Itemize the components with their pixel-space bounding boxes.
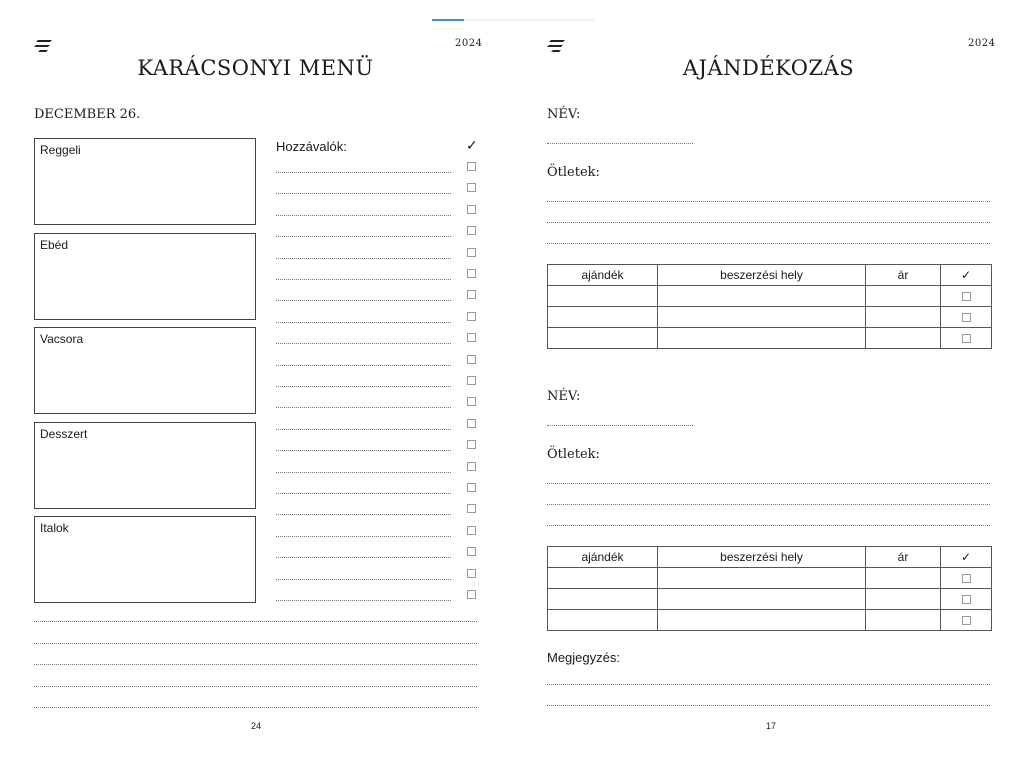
column-header-price: ár xyxy=(866,547,941,568)
ingredient-checkbox[interactable] xyxy=(467,547,476,556)
place-cell[interactable] xyxy=(658,568,866,589)
ingredient-line[interactable] xyxy=(276,407,451,408)
ingredient-line[interactable] xyxy=(276,322,451,323)
column-header-check: ✓ xyxy=(941,547,992,568)
table-row xyxy=(548,307,992,328)
notes-line[interactable] xyxy=(34,621,477,622)
ingredient-line[interactable] xyxy=(276,193,451,194)
ideas-line[interactable] xyxy=(547,525,990,526)
notes-line[interactable] xyxy=(34,643,477,644)
ingredient-line[interactable] xyxy=(276,472,451,473)
price-cell[interactable] xyxy=(866,286,941,307)
ingredient-checkbox[interactable] xyxy=(467,397,476,406)
date-heading: DECEMBER 26. xyxy=(34,107,141,122)
ingredient-checkbox[interactable] xyxy=(467,226,476,235)
notes-line[interactable] xyxy=(34,707,477,708)
price-cell[interactable] xyxy=(866,568,941,589)
notes-line[interactable] xyxy=(547,684,990,685)
page-number: 17 xyxy=(766,721,777,731)
ingredient-checkbox[interactable] xyxy=(467,569,476,578)
ingredient-line[interactable] xyxy=(276,536,451,537)
meal-box[interactable] xyxy=(34,516,256,603)
notes-line[interactable] xyxy=(34,664,477,665)
gift-cell[interactable] xyxy=(548,328,658,349)
check-header-icon: ✓ xyxy=(466,137,478,153)
price-cell[interactable] xyxy=(866,328,941,349)
table-row xyxy=(548,589,992,610)
ideas-line[interactable] xyxy=(547,243,990,244)
checkbox[interactable] xyxy=(962,292,971,301)
meal-label: Desszert xyxy=(40,426,88,441)
gift-table xyxy=(547,264,992,349)
check-cell xyxy=(941,610,992,631)
year-label: 2024 xyxy=(455,38,483,49)
ingredient-checkbox[interactable] xyxy=(467,312,476,321)
ingredient-checkbox[interactable] xyxy=(467,355,476,364)
checkbox[interactable] xyxy=(962,334,971,343)
ingredient-checkbox[interactable] xyxy=(467,483,476,492)
ingredient-checkbox[interactable] xyxy=(467,376,476,385)
ingredient-checkbox[interactable] xyxy=(467,248,476,257)
brand-logo-icon xyxy=(547,39,567,53)
gift-cell[interactable] xyxy=(548,286,658,307)
ingredient-checkbox[interactable] xyxy=(467,183,476,192)
place-cell[interactable] xyxy=(658,610,866,631)
meal-label: Ebéd xyxy=(40,237,69,252)
check-cell xyxy=(941,307,992,328)
column-header-place: beszerzési hely xyxy=(658,547,866,568)
meal-label: Italok xyxy=(40,521,69,535)
ingredient-line[interactable] xyxy=(276,600,451,601)
ingredient-checkbox[interactable] xyxy=(467,440,476,449)
meal-box[interactable] xyxy=(34,327,256,414)
price-cell[interactable] xyxy=(866,589,941,610)
table-row xyxy=(548,286,992,307)
scroll-progress-fill xyxy=(432,19,464,21)
price-cell[interactable] xyxy=(866,307,941,328)
check-cell xyxy=(941,286,992,307)
ingredient-line[interactable] xyxy=(276,279,451,280)
ingredient-line[interactable] xyxy=(276,300,451,301)
ingredient-line[interactable] xyxy=(276,172,451,173)
place-cell[interactable] xyxy=(658,589,866,610)
ingredients-label: Hozzávalók: xyxy=(276,139,347,154)
ingredient-checkbox[interactable] xyxy=(467,462,476,471)
ingredient-line[interactable] xyxy=(276,429,451,430)
meal-box[interactable] xyxy=(34,422,256,509)
ingredient-checkbox[interactable] xyxy=(467,162,476,171)
name-label: NÉV: xyxy=(547,107,581,122)
ingredient-line[interactable] xyxy=(276,386,451,387)
check-cell xyxy=(941,328,992,349)
gift-table xyxy=(547,546,992,631)
notes-line[interactable] xyxy=(34,686,477,687)
name-line[interactable] xyxy=(547,425,693,426)
ingredient-line[interactable] xyxy=(276,514,451,515)
ingredient-checkbox[interactable] xyxy=(467,590,476,599)
gift-cell[interactable] xyxy=(548,307,658,328)
ingredient-line[interactable] xyxy=(276,343,451,344)
column-header-price: ár xyxy=(866,265,941,286)
ideas-line[interactable] xyxy=(547,483,990,484)
year-label: 2024 xyxy=(968,38,996,49)
ingredient-line[interactable] xyxy=(276,557,451,558)
notes-line[interactable] xyxy=(547,705,990,706)
gift-cell[interactable] xyxy=(548,610,658,631)
table-row xyxy=(548,328,992,349)
table-row xyxy=(548,610,992,631)
check-cell xyxy=(941,589,992,610)
meal-box[interactable] xyxy=(34,233,256,320)
checkbox[interactable] xyxy=(962,616,971,625)
ingredient-line[interactable] xyxy=(276,236,451,237)
gift-table-header xyxy=(548,547,992,568)
notes-label: Megjegyzés: xyxy=(547,650,620,665)
column-header-gift: ajándék xyxy=(548,547,658,568)
ingredient-checkbox[interactable] xyxy=(467,290,476,299)
checkbox[interactable] xyxy=(962,595,971,604)
page-title: KARÁCSONYI MENÜ xyxy=(137,56,374,80)
column-header-check: ✓ xyxy=(941,265,992,286)
page-number: 24 xyxy=(251,721,262,731)
ideas-line[interactable] xyxy=(547,201,990,202)
ingredient-line[interactable] xyxy=(276,450,451,451)
place-cell[interactable] xyxy=(658,328,866,349)
ingredient-checkbox[interactable] xyxy=(467,526,476,535)
ideas-label: Ötletek: xyxy=(547,165,600,180)
checkbox[interactable] xyxy=(962,313,971,322)
meal-box[interactable] xyxy=(34,138,256,225)
ingredient-checkbox[interactable] xyxy=(467,333,476,342)
table-row xyxy=(548,568,992,589)
name-line[interactable] xyxy=(547,143,693,144)
ingredient-checkbox[interactable] xyxy=(467,504,476,513)
place-cell[interactable] xyxy=(658,286,866,307)
column-header-gift: ajándék xyxy=(548,265,658,286)
meal-label: Vacsora xyxy=(40,332,84,346)
brand-logo-icon xyxy=(34,39,54,53)
gift-cell[interactable] xyxy=(548,568,658,589)
price-cell[interactable] xyxy=(866,610,941,631)
check-cell xyxy=(941,568,992,589)
ideas-line[interactable] xyxy=(547,504,990,505)
ingredient-line[interactable] xyxy=(276,365,451,366)
ingredient-line[interactable] xyxy=(276,493,451,494)
place-cell[interactable] xyxy=(658,307,866,328)
ideas-label: Ötletek: xyxy=(547,447,600,462)
ingredient-checkbox[interactable] xyxy=(467,269,476,278)
ingredient-checkbox[interactable] xyxy=(467,419,476,428)
page-title: AJÁNDÉKOZÁS xyxy=(682,56,855,80)
ingredient-line[interactable] xyxy=(276,258,451,259)
ideas-line[interactable] xyxy=(547,222,990,223)
gift-table-header xyxy=(548,265,992,286)
ingredient-checkbox[interactable] xyxy=(467,205,476,214)
name-label: NÉV: xyxy=(547,389,581,404)
scroll-progress-bar xyxy=(432,19,594,21)
ingredient-line[interactable] xyxy=(276,215,451,216)
meal-label: Reggeli xyxy=(40,143,81,157)
ingredient-line[interactable] xyxy=(276,579,451,580)
column-header-place: beszerzési hely xyxy=(658,265,866,286)
gift-cell[interactable] xyxy=(548,589,658,610)
checkbox[interactable] xyxy=(962,574,971,583)
